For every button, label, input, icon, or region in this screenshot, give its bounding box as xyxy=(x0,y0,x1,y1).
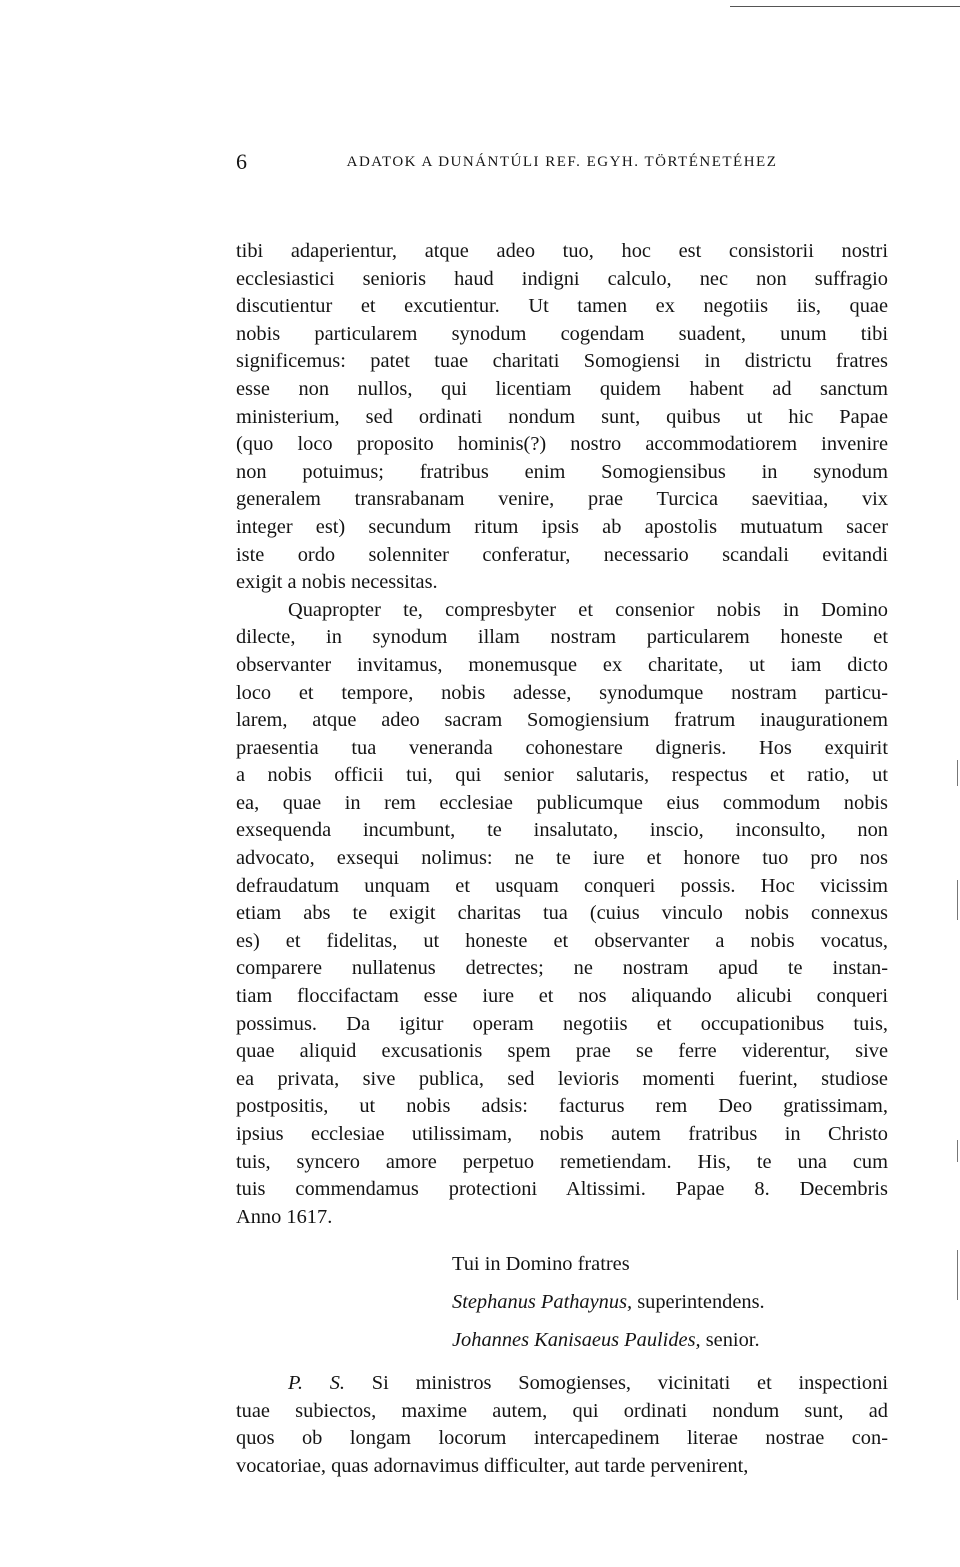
text-line: dilecte, in synodum illam nostram particularem honeste et xyxy=(236,626,888,649)
text-line: tuis commendamus protectioni Altissimi. Papae 8. Decembris xyxy=(236,1178,888,1201)
signer-1-name: Stephanus Pathaynus, xyxy=(452,1290,633,1313)
text-line: possimus. Da igitur operam negotiis et occupationibus tuis, xyxy=(236,1012,888,1035)
text-line: comparere nullatenus detrectes; ne nostram apud te instan- xyxy=(236,957,888,980)
text-line: iste ordo solenniter conferatur, necessario scandali evitandi xyxy=(236,543,888,566)
text-line: larem, atque adeo sacram Somogiensium fratrum inaugurationem xyxy=(236,709,888,732)
margin-mark xyxy=(957,760,958,786)
signer-2-name: Johannes Kanisaeus Paulides, xyxy=(452,1328,701,1351)
margin-mark xyxy=(957,1140,958,1162)
postscript-label: P. S. xyxy=(288,1372,345,1395)
text-line: Quapropter te, compresbyter et consenior nobis in Domino xyxy=(288,598,888,621)
text-line: praesentia tua veneranda cohonestare digneris. Hos exquirit xyxy=(236,736,888,759)
text-line: defraudatum unquam et usquam conqueri possis. Hoc vicissim xyxy=(236,874,888,897)
text-line: quae aliquid excusationis spem prae se ferre viderentur, sive xyxy=(236,1040,888,1063)
text-line: observanter invitamus, monemusque ex charitate, ut iam dicto xyxy=(236,653,888,676)
text-line: generalem transrabanam venire, prae Turcica saevitiaa, vix xyxy=(236,488,888,511)
text-line: esse non nullos, qui licentiam quidem habent ad sanctum xyxy=(236,377,888,400)
postscript-line: tuae subiectos, maxime autem, qui ordinati nondum sunt, ad xyxy=(236,1399,888,1422)
signature-line-1 xyxy=(236,1289,888,1317)
paragraph-2 xyxy=(236,597,888,1232)
text-line: discutientur et excutientur. Ut tamen ex negotiis iis, quae xyxy=(236,295,888,318)
text-line: nobis particularem synodum cogendam suadent, unum tibi xyxy=(236,322,888,345)
signer-1-title: superintendens. xyxy=(632,1290,765,1313)
scan-edge-rule xyxy=(730,6,960,7)
margin-mark xyxy=(957,880,958,920)
text-line: tibi adaperientur, atque adeo tuo, hoc est consistorii nostri xyxy=(236,240,888,262)
text-line: ipsius ecclesiae utilissimam, nobis autem fratribus in Christo xyxy=(236,1123,888,1145)
signature-closing: Tui in Domino fratres xyxy=(452,1253,630,1276)
text-line: etiam abs te exigit charitas tua (cuius vinculo nobis connexus xyxy=(236,902,888,925)
text-line: loco et tempore, nobis adesse, synodumque nostram particu- xyxy=(236,681,888,704)
text-line: advocato, exsequi nolimus: ne te iure et honore tuo pro nos xyxy=(236,847,888,870)
text-line: tuis, syncero amore perpetuo remetiendam. His, te una cum xyxy=(236,1150,888,1173)
text-line: tiam floccifactam esse iure et nos aliquando alicubi conqueri xyxy=(236,985,888,1008)
margin-mark xyxy=(957,1250,958,1300)
signer-2-title: senior. xyxy=(700,1328,760,1351)
text-line: (quo loco proposito hominis(?) nostro accommodatiorem invenire xyxy=(236,433,888,456)
running-title: ADATOK A DUNÁNTÚLI REF. EGYH. TÖRTÉNETÉHEZ xyxy=(346,154,778,170)
body-text xyxy=(236,238,888,1481)
text-line: ecclesiastici senioris haud indigni calculo, nec non suffragio xyxy=(236,267,888,290)
text-line: exsequenda incumbunt, te insalutato, inscio, inconsulto, non xyxy=(236,819,888,842)
text-line: ea, quae in rem ecclesiae publicumque eius commodum nobis xyxy=(236,791,888,814)
text-line: significemus: patet tuae charitati Somogiensi in districtu fratres xyxy=(236,350,888,373)
postscript xyxy=(236,1370,888,1480)
postscript-first-line xyxy=(236,1370,888,1398)
page-header xyxy=(236,148,888,176)
postscript-first-line-text: Si ministros Somogienses, vicinitati et inspectioni xyxy=(345,1372,888,1395)
signature-line-2 xyxy=(236,1327,888,1355)
page-number: 6 xyxy=(236,149,247,174)
text-line: Anno 1617. xyxy=(236,1205,333,1228)
text-line: postpositis, ut nobis adsis: facturus rem Deo gratissimam, xyxy=(236,1095,888,1118)
signature-block xyxy=(236,1251,888,1354)
text-line: ea privata, sive publica, sed levioris momenti fuerint, studiose xyxy=(236,1067,888,1090)
postscript-line: vocatoriae, quas adornavimus difficulter, aut tarde pervenirent, xyxy=(236,1454,749,1477)
text-line: exigit a nobis necessitas. xyxy=(236,571,438,594)
text-line: a nobis officii tui, qui senior salutaris, respectus et ratio, ut xyxy=(236,764,888,787)
text-line: integer est) secundum ritum ipsis ab apostolis mutuatum sacer xyxy=(236,515,888,538)
text-line: ministerium, sed ordinati nondum sunt, quibus ut hic Papae xyxy=(236,405,888,428)
paragraph-1 xyxy=(236,238,888,597)
postscript-line: quos ob longam locorum intercapedinem literae nostrae con- xyxy=(236,1427,888,1450)
text-line: non potuimus; fratribus enim Somogiensibus in synodum xyxy=(236,460,888,483)
text-line: es) et fidelitas, ut honeste et observanter a nobis vocatus, xyxy=(236,929,888,952)
